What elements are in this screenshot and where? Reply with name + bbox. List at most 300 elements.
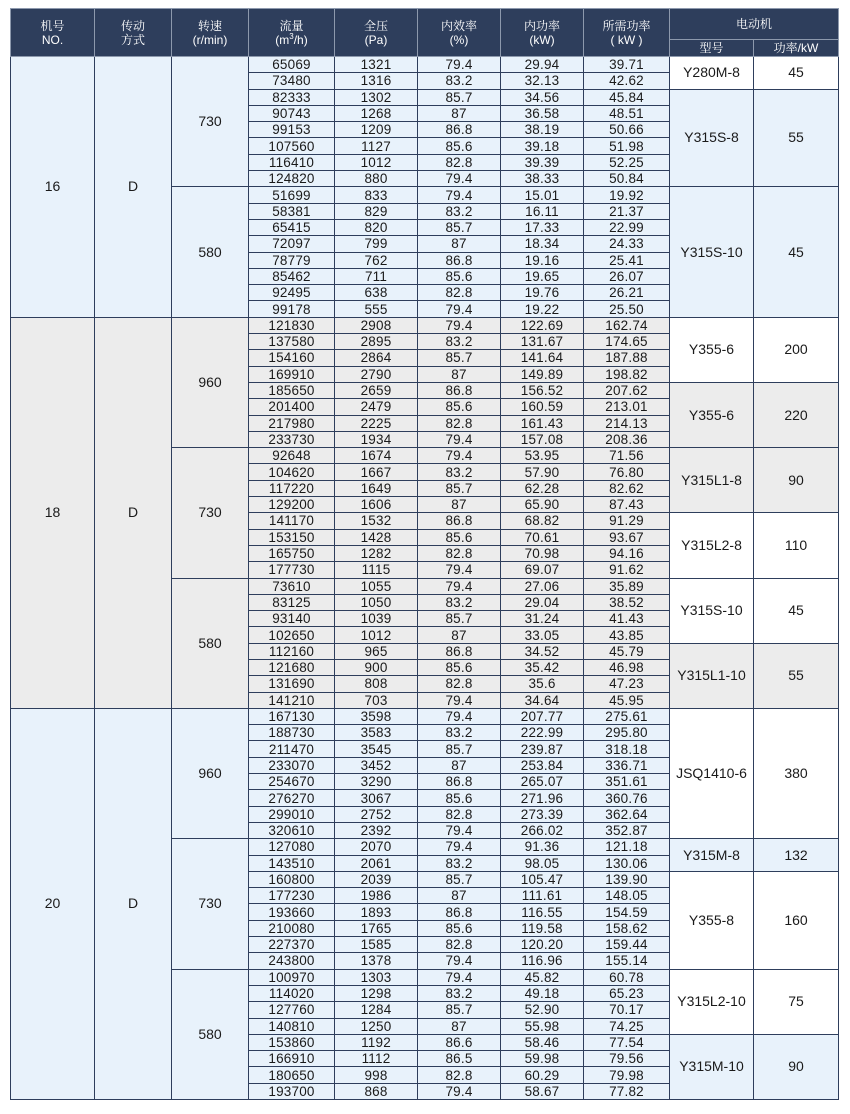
flow-cell: 92648 <box>249 448 335 464</box>
efficiency-cell: 87 <box>418 1018 501 1034</box>
internal-power-cell: 19.76 <box>501 285 584 301</box>
internal-power-cell: 266.02 <box>501 822 584 838</box>
required-power-cell: 70.17 <box>584 1002 670 1018</box>
required-power-cell: 39.71 <box>584 57 670 73</box>
flow-cell: 131690 <box>249 676 335 692</box>
pressure-cell: 711 <box>335 268 418 284</box>
header-efficiency-cn: 内效率 <box>440 18 477 33</box>
motor-power-cell: 55 <box>754 643 839 708</box>
pressure-cell: 2479 <box>335 399 418 415</box>
efficiency-cell: 87 <box>418 497 501 513</box>
internal-power-cell: 39.39 <box>501 154 584 170</box>
efficiency-cell: 85.7 <box>418 871 501 887</box>
motor-model-cell: JSQ1410-6 <box>670 708 754 838</box>
table-row <box>11 317 839 333</box>
flow-cell: 100970 <box>249 969 335 985</box>
flow-cell: 193660 <box>249 904 335 920</box>
pressure-cell: 1428 <box>335 529 418 545</box>
efficiency-cell: 86.6 <box>418 1034 501 1050</box>
efficiency-cell: 79.4 <box>418 317 501 333</box>
efficiency-cell: 85.7 <box>418 219 501 235</box>
efficiency-cell: 86.8 <box>418 643 501 659</box>
speed-cell: 960 <box>172 708 249 838</box>
flow-cell: 90743 <box>249 105 335 121</box>
required-power-cell: 25.50 <box>584 301 670 317</box>
required-power-cell: 24.33 <box>584 236 670 252</box>
pressure-cell: 1039 <box>335 611 418 627</box>
pressure-cell: 1050 <box>335 594 418 610</box>
internal-power-cell: 49.18 <box>501 985 584 1001</box>
internal-power-cell: 16.11 <box>501 203 584 219</box>
internal-power-cell: 58.67 <box>501 1083 584 1099</box>
flow-cell: 92495 <box>249 285 335 301</box>
flow-cell: 83125 <box>249 594 335 610</box>
pressure-cell: 2864 <box>335 350 418 366</box>
flow-cell: 93140 <box>249 611 335 627</box>
flow-cell: 102650 <box>249 627 335 643</box>
internal-power-cell: 160.59 <box>501 399 584 415</box>
efficiency-cell: 87 <box>418 757 501 773</box>
pressure-cell: 1282 <box>335 545 418 561</box>
efficiency-cell: 85.7 <box>418 89 501 105</box>
motor-power-cell: 110 <box>754 513 839 578</box>
header-required-power-unit: ( kW ) <box>610 32 643 47</box>
efficiency-cell: 83.2 <box>418 464 501 480</box>
flow-cell: 78779 <box>249 252 335 268</box>
internal-power-cell: 273.39 <box>501 806 584 822</box>
internal-power-cell: 35.42 <box>501 659 584 675</box>
flow-cell: 153150 <box>249 529 335 545</box>
motor-model-cell: Y355-8 <box>670 871 754 969</box>
required-power-cell: 208.36 <box>584 431 670 447</box>
required-power-cell: 360.76 <box>584 790 670 806</box>
flow-cell: 65069 <box>249 57 335 73</box>
internal-power-cell: 91.36 <box>501 839 584 855</box>
pressure-cell: 1585 <box>335 937 418 953</box>
internal-power-cell: 33.05 <box>501 627 584 643</box>
pressure-cell: 1378 <box>335 953 418 969</box>
efficiency-cell: 86.8 <box>418 122 501 138</box>
efficiency-cell: 83.2 <box>418 203 501 219</box>
required-power-cell: 91.29 <box>584 513 670 529</box>
required-power-cell: 48.51 <box>584 105 670 121</box>
required-power-cell: 50.66 <box>584 122 670 138</box>
motor-power-cell: 160 <box>754 871 839 969</box>
pressure-cell: 2392 <box>335 822 418 838</box>
motor-power-cell: 45 <box>754 57 839 90</box>
internal-power-cell: 57.90 <box>501 464 584 480</box>
header-required-power <box>584 9 670 57</box>
internal-power-cell: 34.64 <box>501 692 584 708</box>
header-flow-cn: 流量 <box>279 18 304 33</box>
required-power-cell: 94.16 <box>584 545 670 561</box>
required-power-cell: 60.78 <box>584 969 670 985</box>
flow-cell: 154160 <box>249 350 335 366</box>
pressure-cell: 1115 <box>335 562 418 578</box>
required-power-cell: 154.59 <box>584 904 670 920</box>
machine-no-cell: 18 <box>11 317 95 708</box>
internal-power-cell: 39.18 <box>501 138 584 154</box>
pressure-cell: 820 <box>335 219 418 235</box>
fan-performance-table <box>10 8 839 1100</box>
speed-cell: 580 <box>172 578 249 708</box>
flow-cell: 193700 <box>249 1083 335 1099</box>
efficiency-cell: 87 <box>418 105 501 121</box>
pressure-cell: 880 <box>335 171 418 187</box>
internal-power-cell: 32.13 <box>501 73 584 89</box>
flow-cell: 166910 <box>249 1051 335 1067</box>
flow-cell: 201400 <box>249 399 335 415</box>
motor-power-cell: 45 <box>754 187 839 317</box>
flow-cell: 72097 <box>249 236 335 252</box>
motor-power-cell: 200 <box>754 317 839 382</box>
efficiency-cell: 83.2 <box>418 985 501 1001</box>
required-power-cell: 71.56 <box>584 448 670 464</box>
header-flow-unit-b: /h) <box>293 32 308 47</box>
speed-cell: 580 <box>172 969 249 1099</box>
required-power-cell: 51.98 <box>584 138 670 154</box>
motor-model-cell: Y315L2-8 <box>670 513 754 578</box>
pressure-cell: 1209 <box>335 122 418 138</box>
efficiency-cell: 85.6 <box>418 529 501 545</box>
motor-power-cell: 45 <box>754 578 839 643</box>
flow-cell: 124820 <box>249 171 335 187</box>
motor-power-cell: 55 <box>754 89 839 187</box>
flow-cell: 121680 <box>249 659 335 675</box>
required-power-cell: 82.62 <box>584 480 670 496</box>
efficiency-cell: 85.7 <box>418 480 501 496</box>
flow-cell: 299010 <box>249 806 335 822</box>
pressure-cell: 868 <box>335 1083 418 1099</box>
internal-power-cell: 38.33 <box>501 171 584 187</box>
internal-power-cell: 59.98 <box>501 1051 584 1067</box>
pressure-cell: 703 <box>335 692 418 708</box>
speed-cell: 730 <box>172 57 249 187</box>
pressure-cell: 1765 <box>335 920 418 936</box>
machine-no-cell: 20 <box>11 708 95 1099</box>
efficiency-cell: 85.7 <box>418 741 501 757</box>
efficiency-cell: 79.4 <box>418 57 501 73</box>
efficiency-cell: 85.7 <box>418 350 501 366</box>
pressure-cell: 2752 <box>335 806 418 822</box>
efficiency-cell: 79.4 <box>418 562 501 578</box>
internal-power-cell: 19.16 <box>501 252 584 268</box>
fan-performance-table-container <box>10 8 838 1100</box>
pressure-cell: 2061 <box>335 855 418 871</box>
header-flow <box>249 9 335 57</box>
efficiency-cell: 83.2 <box>418 73 501 89</box>
required-power-cell: 295.80 <box>584 725 670 741</box>
required-power-cell: 46.98 <box>584 659 670 675</box>
pressure-cell: 1674 <box>335 448 418 464</box>
header-internal-power-cn: 内功率 <box>523 18 560 33</box>
flow-cell: 188730 <box>249 725 335 741</box>
internal-power-cell: 119.58 <box>501 920 584 936</box>
motor-model-cell: Y315S-10 <box>670 578 754 643</box>
internal-power-cell: 207.77 <box>501 708 584 724</box>
required-power-cell: 214.13 <box>584 415 670 431</box>
internal-power-cell: 58.46 <box>501 1034 584 1050</box>
efficiency-cell: 79.4 <box>418 708 501 724</box>
motor-power-cell: 132 <box>754 839 839 872</box>
required-power-cell: 25.41 <box>584 252 670 268</box>
pressure-cell: 638 <box>335 285 418 301</box>
required-power-cell: 22.99 <box>584 219 670 235</box>
efficiency-cell: 86.8 <box>418 774 501 790</box>
motor-power-cell: 90 <box>754 1034 839 1099</box>
pressure-cell: 1649 <box>335 480 418 496</box>
flow-cell: 104620 <box>249 464 335 480</box>
flow-cell: 160800 <box>249 871 335 887</box>
pressure-cell: 1192 <box>335 1034 418 1050</box>
required-power-cell: 21.37 <box>584 203 670 219</box>
required-power-cell: 79.56 <box>584 1051 670 1067</box>
required-power-cell: 45.95 <box>584 692 670 708</box>
header-drive-line2: 方式 <box>120 32 145 47</box>
required-power-cell: 162.74 <box>584 317 670 333</box>
header-drive <box>95 9 172 57</box>
required-power-cell: 139.90 <box>584 871 670 887</box>
internal-power-cell: 70.61 <box>501 529 584 545</box>
flow-cell: 129200 <box>249 497 335 513</box>
internal-power-cell: 116.96 <box>501 953 584 969</box>
required-power-cell: 50.84 <box>584 171 670 187</box>
internal-power-cell: 17.33 <box>501 219 584 235</box>
efficiency-cell: 87 <box>418 236 501 252</box>
required-power-cell: 65.23 <box>584 985 670 1001</box>
required-power-cell: 19.92 <box>584 187 670 203</box>
internal-power-cell: 131.67 <box>501 334 584 350</box>
internal-power-cell: 31.24 <box>501 611 584 627</box>
required-power-cell: 87.43 <box>584 497 670 513</box>
efficiency-cell: 83.2 <box>418 334 501 350</box>
motor-power-cell: 90 <box>754 448 839 513</box>
required-power-cell: 318.18 <box>584 741 670 757</box>
header-speed <box>172 9 249 57</box>
table-row <box>11 57 839 73</box>
flow-cell: 85462 <box>249 268 335 284</box>
required-power-cell: 174.65 <box>584 334 670 350</box>
required-power-cell: 35.89 <box>584 578 670 594</box>
header-pressure-cn: 全压 <box>363 18 388 33</box>
efficiency-cell: 79.4 <box>418 431 501 447</box>
internal-power-cell: 52.90 <box>501 1002 584 1018</box>
required-power-cell: 26.07 <box>584 268 670 284</box>
header-flow-unit-a: (m <box>275 32 290 47</box>
efficiency-cell: 79.4 <box>418 578 501 594</box>
efficiency-cell: 87 <box>418 627 501 643</box>
required-power-cell: 52.25 <box>584 154 670 170</box>
table-header <box>11 9 839 57</box>
pressure-cell: 2790 <box>335 366 418 382</box>
efficiency-cell: 83.2 <box>418 855 501 871</box>
required-power-cell: 79.98 <box>584 1067 670 1083</box>
internal-power-cell: 70.98 <box>501 545 584 561</box>
required-power-cell: 159.44 <box>584 937 670 953</box>
internal-power-cell: 53.95 <box>501 448 584 464</box>
required-power-cell: 187.88 <box>584 350 670 366</box>
flow-cell: 140810 <box>249 1018 335 1034</box>
pressure-cell: 833 <box>335 187 418 203</box>
speed-cell: 960 <box>172 317 249 447</box>
internal-power-cell: 222.99 <box>501 725 584 741</box>
efficiency-cell: 82.8 <box>418 937 501 953</box>
motor-model-cell: Y280M-8 <box>670 57 754 90</box>
pressure-cell: 965 <box>335 643 418 659</box>
internal-power-cell: 27.06 <box>501 578 584 594</box>
flow-cell: 141170 <box>249 513 335 529</box>
flow-cell: 116410 <box>249 154 335 170</box>
flow-cell: 107560 <box>249 138 335 154</box>
required-power-cell: 352.87 <box>584 822 670 838</box>
flow-cell: 153860 <box>249 1034 335 1050</box>
flow-cell: 137580 <box>249 334 335 350</box>
flow-cell: 99153 <box>249 122 335 138</box>
machine-no-cell: 16 <box>11 57 95 318</box>
header-drive-line1: 传动 <box>120 18 145 33</box>
required-power-cell: 130.06 <box>584 855 670 871</box>
motor-model-cell: Y315L1-10 <box>670 643 754 708</box>
efficiency-cell: 86.8 <box>418 904 501 920</box>
pressure-cell: 1321 <box>335 57 418 73</box>
flow-cell: 127080 <box>249 839 335 855</box>
flow-cell: 112160 <box>249 643 335 659</box>
header-pressure <box>335 9 418 57</box>
pressure-cell: 1298 <box>335 985 418 1001</box>
efficiency-cell: 82.8 <box>418 676 501 692</box>
drive-type-cell: D <box>95 708 172 1099</box>
pressure-cell: 3452 <box>335 757 418 773</box>
efficiency-cell: 82.8 <box>418 545 501 561</box>
internal-power-cell: 265.07 <box>501 774 584 790</box>
internal-power-cell: 62.28 <box>501 480 584 496</box>
internal-power-cell: 239.87 <box>501 741 584 757</box>
pressure-cell: 762 <box>335 252 418 268</box>
internal-power-cell: 35.6 <box>501 676 584 692</box>
required-power-cell: 77.82 <box>584 1083 670 1099</box>
flow-cell: 243800 <box>249 953 335 969</box>
required-power-cell: 43.85 <box>584 627 670 643</box>
flow-cell: 320610 <box>249 822 335 838</box>
flow-cell: 51699 <box>249 187 335 203</box>
pressure-cell: 1986 <box>335 888 418 904</box>
efficiency-cell: 79.4 <box>418 839 501 855</box>
efficiency-cell: 85.6 <box>418 268 501 284</box>
efficiency-cell: 83.2 <box>418 594 501 610</box>
pressure-cell: 1268 <box>335 105 418 121</box>
internal-power-cell: 60.29 <box>501 1067 584 1083</box>
efficiency-cell: 79.4 <box>418 1083 501 1099</box>
pressure-cell: 3545 <box>335 741 418 757</box>
efficiency-cell: 79.4 <box>418 822 501 838</box>
efficiency-cell: 82.8 <box>418 154 501 170</box>
efficiency-cell: 79.4 <box>418 692 501 708</box>
header-speed-cn: 转速 <box>197 18 222 33</box>
pressure-cell: 2659 <box>335 382 418 398</box>
efficiency-cell: 86.8 <box>418 252 501 268</box>
pressure-cell: 2070 <box>335 839 418 855</box>
pressure-cell: 808 <box>335 676 418 692</box>
header-pressure-unit: (Pa) <box>364 32 388 47</box>
efficiency-cell: 87 <box>418 366 501 382</box>
internal-power-cell: 65.90 <box>501 497 584 513</box>
required-power-cell: 148.05 <box>584 888 670 904</box>
pressure-cell: 2895 <box>335 334 418 350</box>
motor-model-cell: Y315M-10 <box>670 1034 754 1099</box>
header-motor: 电动机 <box>670 9 839 40</box>
drive-type-cell: D <box>95 57 172 318</box>
internal-power-cell: 34.52 <box>501 643 584 659</box>
required-power-cell: 45.84 <box>584 89 670 105</box>
efficiency-cell: 86.8 <box>418 513 501 529</box>
efficiency-cell: 83.2 <box>418 725 501 741</box>
pressure-cell: 2908 <box>335 317 418 333</box>
flow-cell: 141210 <box>249 692 335 708</box>
required-power-cell: 42.62 <box>584 73 670 89</box>
efficiency-cell: 79.4 <box>418 448 501 464</box>
internal-power-cell: 161.43 <box>501 415 584 431</box>
pressure-cell: 3067 <box>335 790 418 806</box>
internal-power-cell: 157.08 <box>501 431 584 447</box>
internal-power-cell: 68.82 <box>501 513 584 529</box>
internal-power-cell: 105.47 <box>501 871 584 887</box>
speed-cell: 730 <box>172 448 249 578</box>
required-power-cell: 74.25 <box>584 1018 670 1034</box>
pressure-cell: 1303 <box>335 969 418 985</box>
flow-cell: 254670 <box>249 774 335 790</box>
flow-cell: 169910 <box>249 366 335 382</box>
efficiency-cell: 86.5 <box>418 1051 501 1067</box>
pressure-cell: 3583 <box>335 725 418 741</box>
flow-cell: 233730 <box>249 431 335 447</box>
pressure-cell: 1112 <box>335 1051 418 1067</box>
header-efficiency-unit: (%) <box>449 32 469 47</box>
pressure-cell: 2039 <box>335 871 418 887</box>
header-machine-no <box>11 9 95 57</box>
required-power-cell: 155.14 <box>584 953 670 969</box>
efficiency-cell: 82.8 <box>418 806 501 822</box>
pressure-cell: 900 <box>335 659 418 675</box>
flow-cell: 82333 <box>249 89 335 105</box>
internal-power-cell: 36.58 <box>501 105 584 121</box>
internal-power-cell: 55.98 <box>501 1018 584 1034</box>
efficiency-cell: 85.7 <box>418 1002 501 1018</box>
flow-cell: 177230 <box>249 888 335 904</box>
efficiency-cell: 85.6 <box>418 790 501 806</box>
flow-cell: 217980 <box>249 415 335 431</box>
pressure-cell: 2225 <box>335 415 418 431</box>
internal-power-cell: 120.20 <box>501 937 584 953</box>
flow-cell: 73480 <box>249 73 335 89</box>
header-required-power-cn: 所需功率 <box>602 18 651 33</box>
pressure-cell: 1532 <box>335 513 418 529</box>
required-power-cell: 207.62 <box>584 382 670 398</box>
header-motor-model: 型号 <box>670 40 754 57</box>
flow-cell: 233070 <box>249 757 335 773</box>
flow-cell: 177730 <box>249 562 335 578</box>
required-power-cell: 336.71 <box>584 757 670 773</box>
internal-power-cell: 69.07 <box>501 562 584 578</box>
efficiency-cell: 79.4 <box>418 301 501 317</box>
motor-model-cell: Y315S-8 <box>670 89 754 187</box>
required-power-cell: 213.01 <box>584 399 670 415</box>
pressure-cell: 1934 <box>335 431 418 447</box>
flow-cell: 180650 <box>249 1067 335 1083</box>
internal-power-cell: 29.04 <box>501 594 584 610</box>
flow-cell: 211470 <box>249 741 335 757</box>
flow-cell: 73610 <box>249 578 335 594</box>
internal-power-cell: 38.19 <box>501 122 584 138</box>
